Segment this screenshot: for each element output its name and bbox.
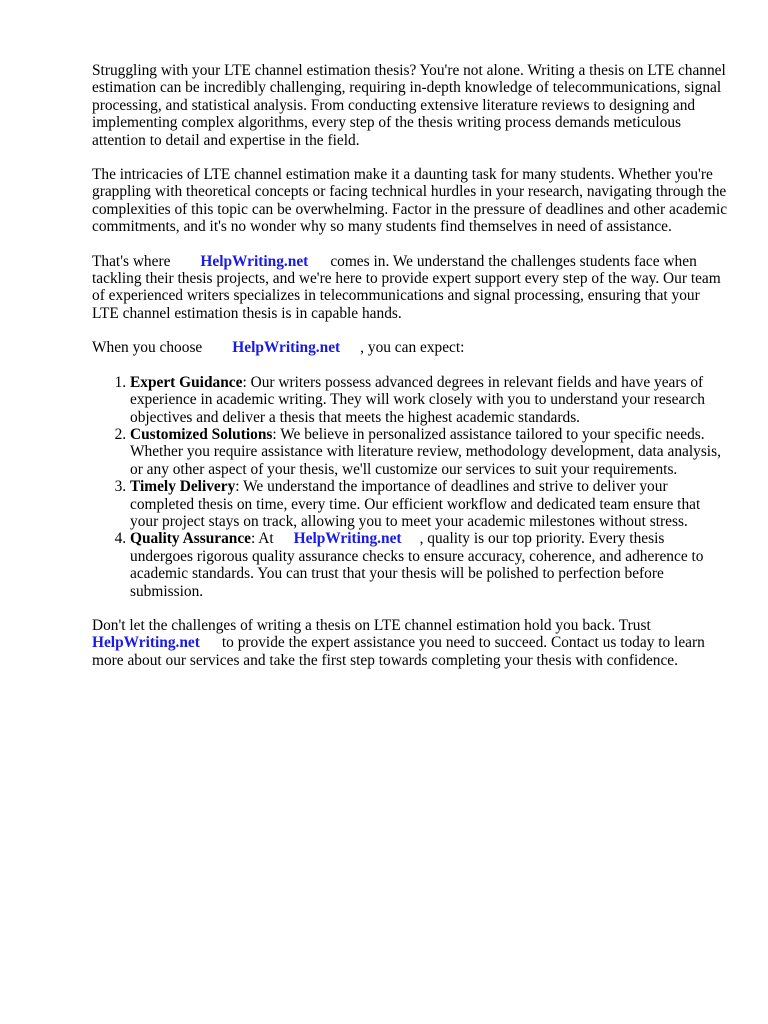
service-paragraph (92, 253, 728, 323)
expectations-paragraph (92, 339, 728, 356)
list-item-text: : We believe in personalized assistance tailored to your specific needs. Whether you require assistance with literature review, methodology development, data analysis, or any other aspect of your thesis, we'll customize our services to suit your requirements. (130, 425, 721, 478)
list-item-term: Timely Delivery (130, 478, 236, 496)
service-text-after: comes in. We understand the challenges students face when tackling their thesis projects, and we're here to provide expert support every step of the way. Our team of experienced writers specializes in telecommunications and signal processing, ensuring that your LTE channel estimation thesis is in capable hands. (92, 252, 721, 322)
list-item (130, 478, 728, 530)
intro-paragraph: Struggling with your LTE channel estimation thesis? You're not alone. Writing a thesis on LTE channel estimation can be incredibly challenging, requiring in-depth knowledge of telecommunications, signal processing, and statistical analysis. From conducting extensive literature reviews to designing and implementing complex algorithms, every step of the thesis writing process demands meticulous attention to detail and expertise in the field. (92, 62, 726, 149)
list-item-term: Expert Guidance (130, 373, 243, 391)
expectations-text-before: When you choose (92, 339, 203, 357)
closing-paragraph (92, 617, 728, 669)
list-item-term: Customized Solutions (130, 425, 273, 443)
list-item-text: : We understand the importance of deadlines and strive to deliver your completed thesis on time, every time. Our efficient workflow and dedicated team ensure that your project stays on track, allowing you to meet your academic milestones without stress. (130, 478, 701, 530)
benefits-list (92, 374, 728, 600)
helpwriting-link[interactable]: HelpWriting.net (232, 339, 341, 357)
list-item-text-after: , quality is our top priority. Every thesis undergoes rigorous quality assurance checks to ensure accuracy, coherence, and adherence to academic standards. You can trust that your thesis will be polished to perfection before submission. (130, 530, 704, 600)
helpwriting-link[interactable]: HelpWriting.net (200, 252, 309, 270)
list-item-text-before: : At (251, 530, 274, 548)
service-text-before: That's where (92, 252, 171, 270)
helpwriting-link[interactable]: HelpWriting.net (92, 634, 200, 652)
helpwriting-link[interactable]: HelpWriting.net (293, 530, 402, 548)
expectations-text-after: , you can expect: (360, 339, 465, 357)
closing-text-after: to provide the expert assistance you need to succeed. Contact us today to learn more about our services and take the first step towards completing your thesis with confidence. (92, 634, 705, 669)
challenges-paragraph: The intricacies of LTE channel estimation make it a daunting task for many students. Whether you're grappling with theoretical concepts or facing technical hurdles in your research, navigating through the complexities of this topic can be overwhelming. Factor in the pressure of deadlines and other academic commitments, and it's no wonder why so many students find themselves in need of assistance. (92, 166, 728, 236)
list-item (130, 530, 728, 600)
list-item (130, 426, 728, 478)
list-item-text: : Our writers possess advanced degrees in relevant fields and have years of experience in academic writing. They will work closely with you to understand your research objectives and deliver a thesis that meets the highest academic standards. (130, 373, 705, 426)
list-item (130, 374, 728, 426)
closing-text-before: Don't let the challenges of writing a thesis on LTE channel estimation hold you back. Trust (92, 616, 651, 634)
list-item-term: Quality Assurance (130, 530, 251, 548)
